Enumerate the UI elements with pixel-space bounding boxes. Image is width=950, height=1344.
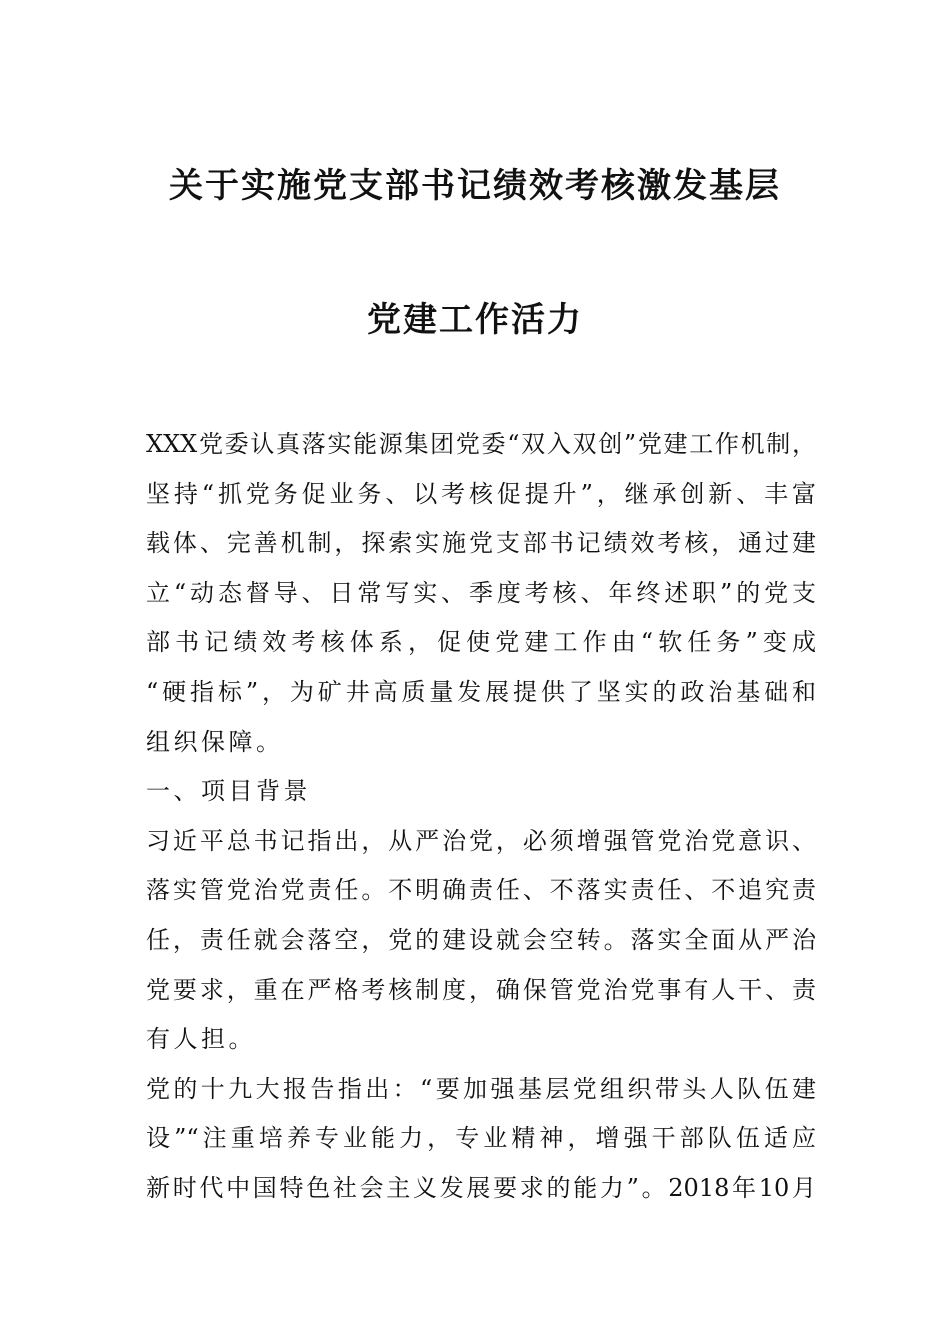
body-line: 设”“注重培养专业能力，专业精神，增强干部队伍适应: [146, 1124, 816, 1153]
body-line: 落实管党治党责任。不明确责任、不落实责任、不追究责: [146, 876, 816, 905]
body-line: 立“动态督导、日常写实、季度考核、年终述职”的党支: [146, 578, 816, 607]
body-line: XXX党委认真落实能源集团党委“双入双创”党建工作机制，: [146, 430, 816, 458]
body-line: 组织保障。: [146, 727, 284, 756]
document-body: [146, 420, 816, 1214]
section-heading: 一、项目背景: [146, 777, 311, 806]
body-line: 坚持“抓党务促业务、以考核促提升”，继承创新、丰富: [146, 479, 816, 508]
body-line: “硬指标”，为矿井高质量发展提供了坚实的政治基础和: [146, 677, 816, 706]
body-line: 党的十九大报告指出：“要加强基层党组织带头人队伍建: [146, 1074, 816, 1103]
body-line: 习近平总书记指出，从严治党，必须增强管党治党意识、: [146, 826, 816, 855]
body-line: 部书记绩效考核体系，促使党建工作由“软任务”变成: [146, 628, 816, 657]
document-title-line-1: 关于实施党支部书记绩效考核激发基层: [169, 166, 781, 206]
document-title-line-2: 党建工作活力: [367, 300, 583, 340]
body-line: 新时代中国特色社会主义发展要求的能力”。2018年10月: [146, 1173, 816, 1202]
body-line: 有人担。: [146, 1025, 256, 1054]
body-line: 党要求，重在严格考核制度，确保管党治党事有人干、责: [146, 975, 816, 1004]
body-line: 载体、完善机制，探索实施党支部书记绩效考核，通过建: [146, 529, 816, 558]
body-line: 任，责任就会落空，党的建设就会空转。落实全面从严治: [146, 925, 816, 954]
